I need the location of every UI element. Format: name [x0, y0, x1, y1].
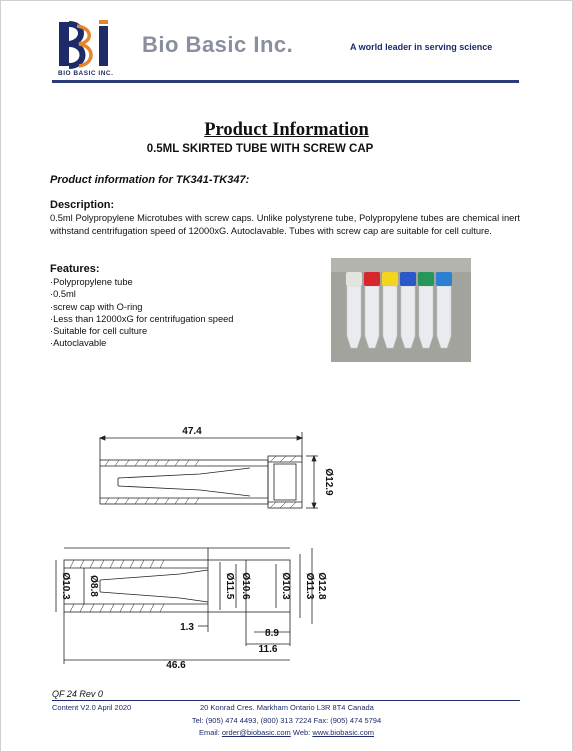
- feature-item: ·screw cap with O-ring: [50, 301, 143, 312]
- tagline: A world leader in serving science: [350, 42, 493, 52]
- tube-cap: [436, 272, 452, 286]
- phone-line: Tel: (905) 474 4493, (800) 313 7224 Fax: (905) 474 5794: [191, 716, 382, 725]
- dim-thread-2: Ø10.6: [240, 572, 251, 600]
- dim-thread-5: Ø12.8: [316, 572, 327, 600]
- feature-item: ·Less than 12000xG for centrifugation speed: [50, 313, 234, 324]
- features-list: [50, 276, 233, 350]
- tube-cap: [364, 272, 380, 286]
- email-link[interactable]: order@biobasic.com: [221, 728, 291, 737]
- page-subtitle: 0.5ML SKIRTED TUBE WITH SCREW CAP: [146, 143, 374, 155]
- description-heading: Description:: [50, 199, 115, 211]
- dim-cap-diameter: Ø12.9: [323, 468, 334, 496]
- dim-1-3: 1.3: [180, 622, 194, 633]
- dim-bottom-outer: Ø10.3: [60, 572, 71, 600]
- dim-thread-3: Ø10.3: [280, 572, 291, 600]
- tube-cap: [382, 272, 398, 286]
- company-name: Bio Basic Inc.: [142, 32, 294, 57]
- tube-body: [347, 286, 361, 348]
- bio-basic-logo: [55, 18, 125, 78]
- logo-subtext: BIO BASIC INC.: [58, 70, 114, 77]
- web-link[interactable]: www.biobasic.com: [312, 728, 375, 737]
- footer-rule: [52, 700, 520, 701]
- description-text: 0.5ml Polypropylene Microtubes with screw caps. Unlike polystyrene tube, Polypropylene tubes are chemical inert withstand centrifugation speed of 12000xG. Autoclavable. Tubes with screw cap are suitable for cell culture.: [50, 213, 520, 236]
- dim-total-width: 47.4: [182, 426, 202, 437]
- feature-item: ·Suitable for cell culture: [50, 326, 148, 337]
- email-label: Email:: [198, 728, 220, 737]
- features-heading: Features:: [50, 263, 100, 275]
- product-range-line: Product information for TK341-TK347:: [50, 174, 250, 186]
- feature-item: ·Autoclavable: [50, 338, 107, 349]
- tube-cap: [400, 272, 416, 286]
- dim-11-6: 11.6: [258, 644, 278, 655]
- tube-cap: [346, 272, 362, 286]
- tube-cap: [418, 272, 434, 286]
- dim-thread-4: Ø11.3: [304, 572, 315, 600]
- tube-body: [365, 286, 379, 348]
- tube-body: [437, 286, 451, 348]
- tube-body: [419, 286, 433, 348]
- feature-item: ·Polypropylene tube: [50, 277, 133, 287]
- dim-8-9: 8.9: [265, 628, 279, 639]
- content-version: Content V2.0 April 2020: [52, 703, 132, 712]
- contact-line: [0, 728, 573, 737]
- page-title: Product Information: [204, 120, 369, 140]
- tube-body: [401, 286, 415, 348]
- web-label: Web:: [292, 728, 311, 737]
- header-rule: [52, 80, 519, 83]
- product-photo: [331, 258, 471, 362]
- dim-46-6: 46.6: [166, 660, 186, 670]
- form-code: QF 24 Rev 0: [52, 689, 103, 699]
- dim-thread-1: Ø11.5: [224, 572, 235, 600]
- dim-bottom-inner: Ø8.8: [88, 575, 99, 597]
- technical-drawing: [50, 420, 380, 670]
- company-address: 20 Konrad Cres. Markham Ontario L3R 8T4 Canada: [200, 703, 374, 712]
- feature-item: ·0.5ml: [50, 289, 76, 300]
- tube-body: [383, 286, 397, 348]
